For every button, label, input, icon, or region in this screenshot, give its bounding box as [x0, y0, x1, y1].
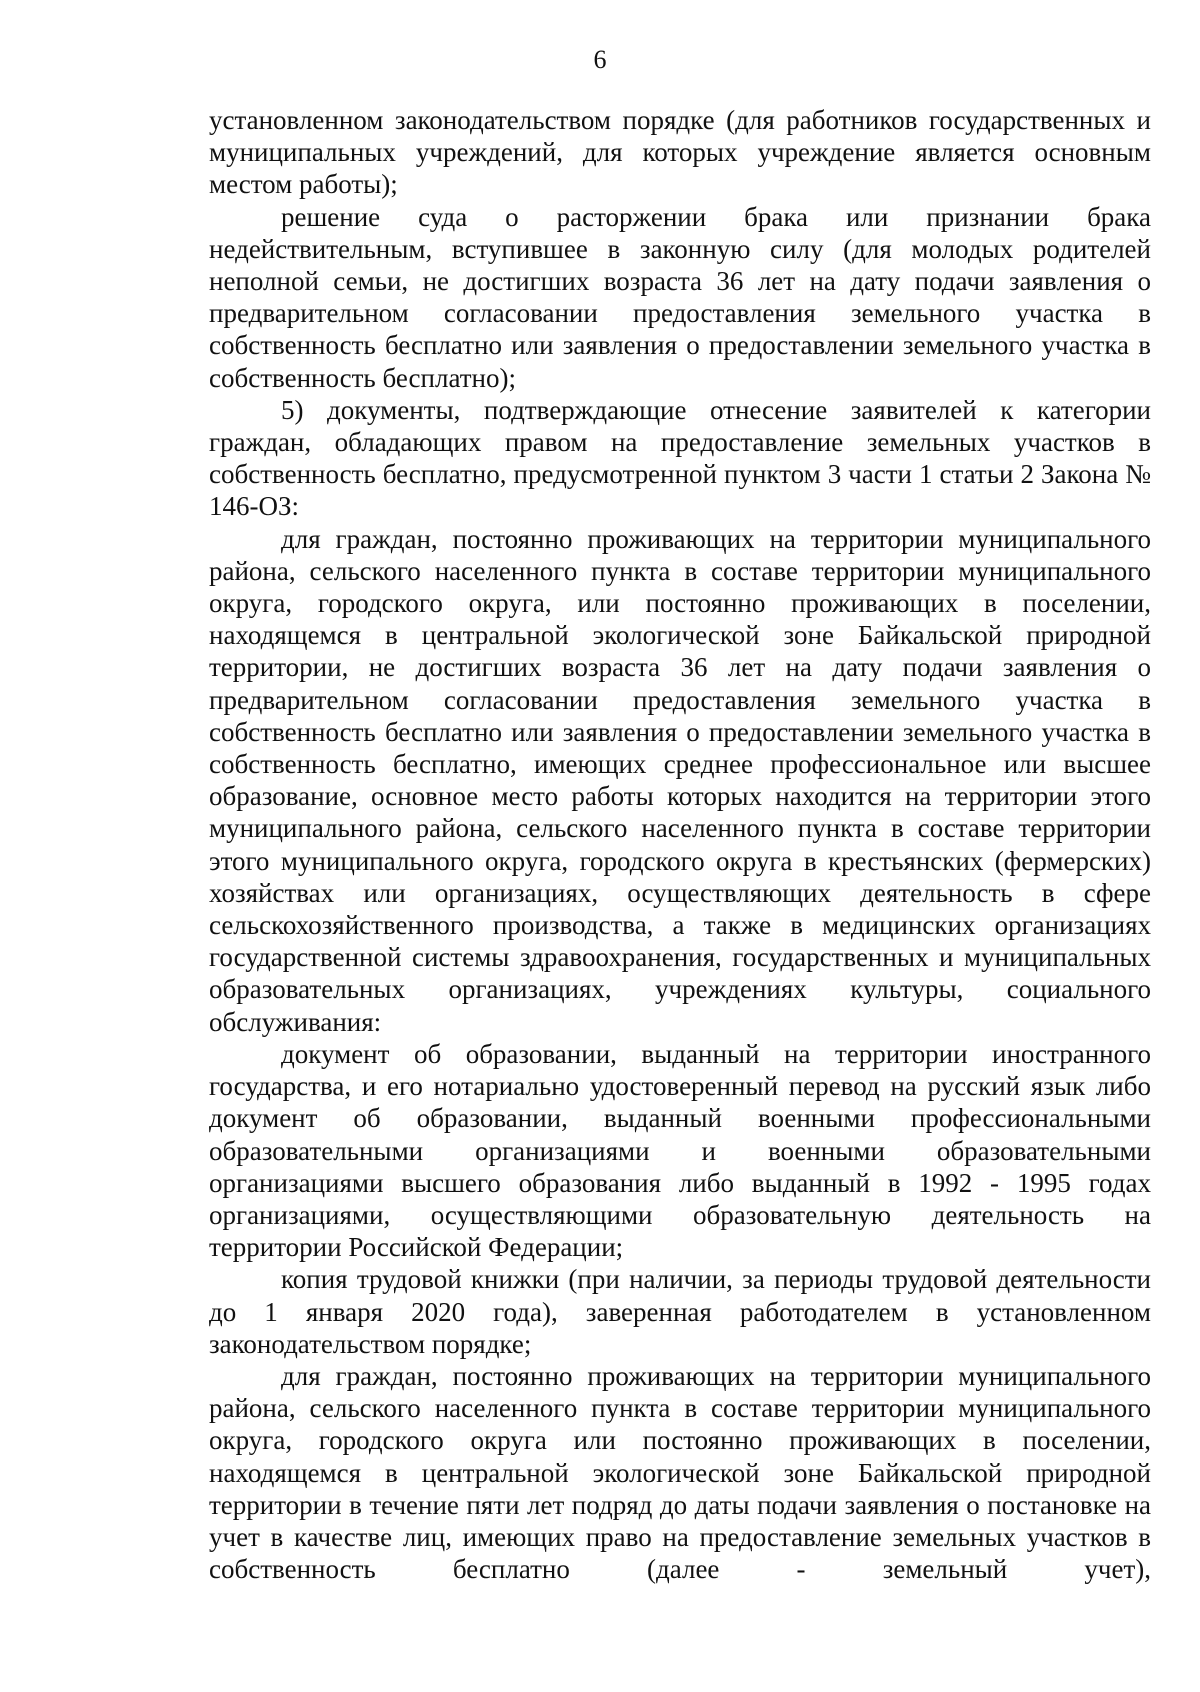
paragraph: 5) документы, подтверждающие отнесение заявителей к категории граждан, обладающих правом на предоставление земельных участков в собственность бесплатно, предусмотренной пунктом 3 части 1 статьи 2 Закона № 146-ОЗ: [209, 394, 1151, 522]
paragraph: решение суда о расторжении брака или признании брака недействительным, вступившее в законную силу (для молодых родителей неполной семьи, не достигших возраста 36 лет на дату подачи заявления о предварительном согласовании предоставления земельного участка в собственность бесплатно или заявления о предоставлении земельного участка в собственность бесплатно); [209, 201, 1151, 393]
paragraph: копия трудовой книжки (при наличии, за периоды трудовой деятельности до 1 января 2020 года), заверенная работодателем в установленном законодательством порядке; [209, 1264, 1151, 1359]
paragraph: для граждан, постоянно проживающих на территории муниципального района, сельского населенного пункта в составе территории муниципального округа, городского округа или постоянно проживающих в поселении, находящемся в центральной экологической зоне Байкальской природной территории в течение пяти лет подряд до даты подачи заявления о постановке на учет в качестве лиц, имеющих право на предоставление земельных участков в собственность бесплатно (далее - земельный учет), [209, 1360, 1151, 1585]
paragraph: установленном законодательством порядке (для работников государственных и муниципальных учреждений, для которых учреждение является основным местом работы); [209, 105, 1151, 200]
document-body [209, 104, 1151, 1585]
paragraph: для граждан, постоянно проживающих на территории муниципального района, сельского населенного пункта в составе территории муниципального округа, городского округа, или постоянно проживающих в поселении, находящемся в центральной экологической зоне Байкальской природной территории, не достигших возраста 36 лет на дату подачи заявления о предварительном согласовании предоставления земельного участка в собственность бесплатно или заявления о предоставлении земельного участка в собственность бесплатно, имеющих среднее профессиональное или высшее образование, основное место работы которых находится на территории этого муниципального района, сельского населенного пункта в составе территории этого муниципального округа, городского округа в крестьянских (фермерских) хозяйствах или организациях, осуществляющих деятельность в сфере сельскохозяйственного производства, а также в медицинских организациях государственной системы здравоохранения, государственных и муниципальных образовательных организациях, учреждениях культуры, социального обслуживания: [209, 523, 1151, 1037]
paragraph: документ об образовании, выданный на территории иностранного государства, и его нотариально удостоверенный перевод на русский язык либо документ об образовании, выданный военными профессиональными образовательными организациями и военными образовательными организациями высшего образования либо выданный в 1992 - 1995 годах организациями, осуществляющими образовательную деятельность на территории Российской Федерации; [209, 1038, 1151, 1263]
page-number: 6 [593, 45, 607, 74]
